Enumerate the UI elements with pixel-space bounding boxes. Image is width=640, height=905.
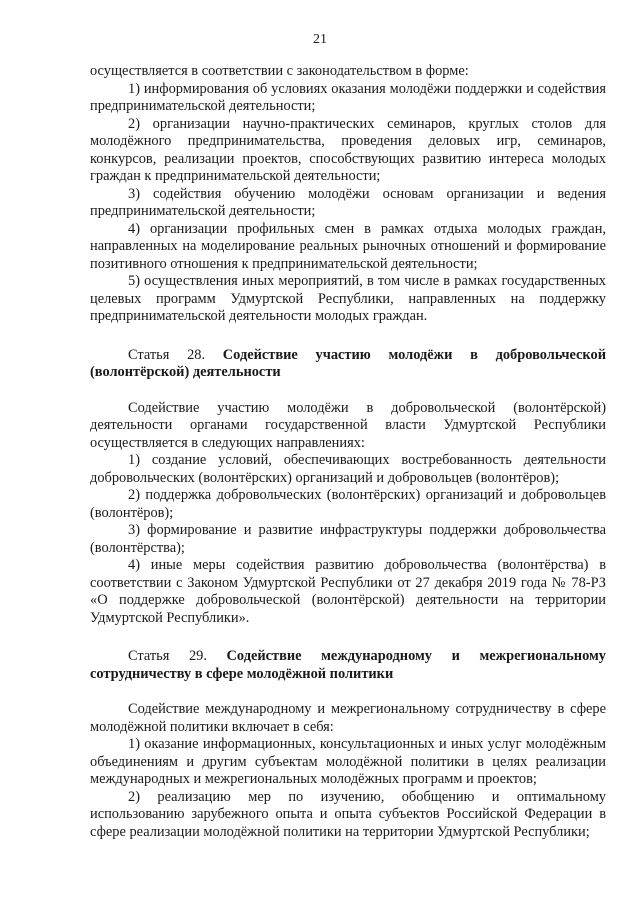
paragraph: Содействие международному и межрегиональному сотрудничеству в сфере молодёжной политики включает в себя: — [90, 701, 606, 735]
section-continuation — [90, 63, 606, 326]
article-28 — [90, 347, 606, 628]
list-item: 1) информирования об условиях оказания молодёжи поддержки и содействия предпринимательской деятельности; — [90, 80, 606, 114]
document-body — [90, 63, 606, 841]
paragraph: Содействие участию молодёжи в добровольческой (волонтёрской) деятельности органами государственной власти Удмуртской Республики осуществляется в следующих направлениях: — [90, 399, 606, 451]
article-29 — [90, 648, 606, 841]
article-title: Содействие участию молодёжи в добровольческой (волонтёрской) деятельности — [90, 346, 606, 380]
article-label: Статья 29. — [128, 648, 227, 664]
list-item: 1) создание условий, обеспечивающих востребованность деятельности добровольческих (волонтёрских) организаций и добровольцев (волонтёров); — [90, 452, 606, 486]
list-item: 4) иные меры содействия развитию добровольчества (волонтёрства) в соответствии с Законом Удмуртской Республики от 27 декабря 2019 года № 78-РЗ «О поддержке добровольческой (волонтёрской) деятельности на территории Удмуртской Республики». — [90, 557, 606, 626]
article-title: Содействие международному и межрегиональному сотрудничеству в сфере молодёжной политики — [90, 648, 606, 682]
list-item: 2) реализацию мер по изучению, обобщению и оптимальному использованию зарубежного опыта и опыта субъектов Российской Федерации в сфере реализации молодёжной политики на территории Удмуртской Республики; — [90, 788, 606, 840]
list-item: 5) осуществления иных мероприятий, в том числе в рамках государственных целевых программ Удмуртской Республики, направленных на поддержку предпринимательской деятельности молодых граждан. — [90, 273, 606, 324]
article-heading — [90, 648, 606, 683]
paragraph: осуществляется в соответствии с законодательством в форме: — [90, 63, 469, 79]
page-number: 21 — [313, 32, 327, 47]
article-label: Статья 28. — [128, 346, 223, 363]
list-item: 2) поддержка добровольческих (волонтёрских) организаций и добровольцев (волонтёров); — [90, 487, 606, 521]
list-item: 3) формирование и развитие инфраструктуры поддержки добровольчества (волонтёрства); — [90, 522, 606, 556]
list-item: 4) организации профильных смен в рамках отдыха молодых граждан, направленных на моделирование реальных рыночных отношений и формирование позитивного отношения к предпринимательской деятельности; — [90, 220, 606, 272]
list-item: 1) оказание информационных, консультационных и иных услуг молодёжным объединениям и другим субъектам молодёжной политики в целях реализации международных и межрегиональных молодёжных программ и проектов; — [90, 736, 606, 787]
article-heading — [90, 347, 606, 382]
list-item: 2) организации научно-практических семинаров, круглых столов для молодёжного предпринимательства, проведения деловых игр, семинаров, конкурсов, реализации проектов, способствующих развитию интереса молодых граждан к предпринимательской деятельности; — [90, 115, 606, 184]
list-item: 3) содействия обучению молодёжи основам организации и ведения предпринимательской деятельности; — [90, 185, 606, 219]
